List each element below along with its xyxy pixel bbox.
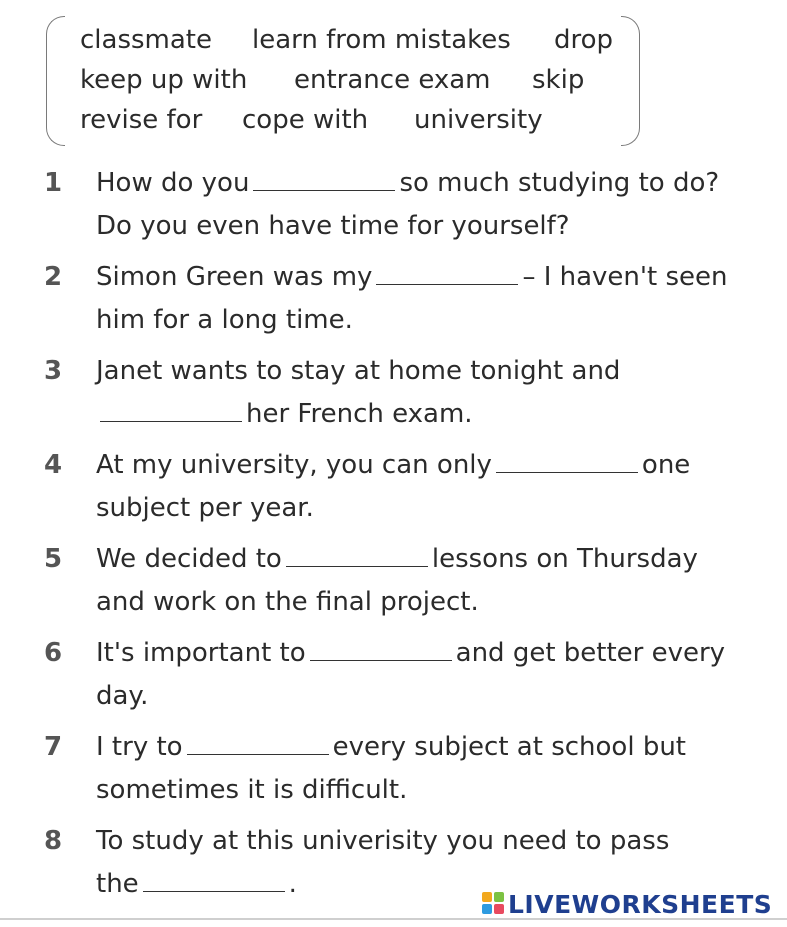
question-text: lessons on Thursday bbox=[431, 544, 698, 574]
question-line bbox=[96, 444, 690, 486]
question-line bbox=[96, 162, 719, 204]
question-line bbox=[96, 863, 297, 905]
question-text: him for a long time. bbox=[96, 305, 353, 335]
question-line bbox=[96, 350, 620, 392]
question-line bbox=[96, 393, 473, 435]
word-option: learn from mistakes bbox=[252, 25, 511, 55]
answer-blank[interactable] bbox=[253, 164, 395, 191]
logo-text: LIVEWORKSHEETS bbox=[508, 889, 773, 919]
answer-blank[interactable] bbox=[143, 865, 285, 892]
word-option: skip bbox=[532, 65, 585, 95]
answer-blank[interactable] bbox=[100, 395, 242, 422]
question-text: the bbox=[96, 869, 139, 899]
question-text: Simon Green was my bbox=[96, 262, 373, 292]
question-text: sometimes it is difficult. bbox=[96, 775, 408, 805]
question-text: and work on the final project. bbox=[96, 587, 479, 617]
question-text: – I haven't seen bbox=[522, 262, 728, 292]
word-box-left-bracket bbox=[46, 16, 65, 146]
question-text: It's important to bbox=[96, 638, 306, 668]
liveworksheets-logo bbox=[482, 888, 772, 920]
question-line bbox=[96, 632, 725, 674]
question-number: 6 bbox=[44, 638, 63, 668]
question-line bbox=[96, 299, 353, 341]
question-text: day. bbox=[96, 681, 149, 711]
word-option: university bbox=[414, 105, 543, 135]
question-line bbox=[96, 726, 686, 768]
question-number: 2 bbox=[44, 262, 63, 292]
question-text: At my university, you can only bbox=[96, 450, 492, 480]
question-text: subject per year. bbox=[96, 493, 314, 523]
question-number: 4 bbox=[44, 450, 63, 480]
word-option: revise for bbox=[80, 105, 203, 135]
question-line bbox=[96, 256, 728, 298]
question-text: every subject at school but bbox=[332, 732, 686, 762]
question-text: Do you even have time for yourself? bbox=[96, 211, 570, 241]
word-box bbox=[46, 16, 640, 144]
question-line bbox=[96, 581, 479, 623]
question-text: I try to bbox=[96, 732, 183, 762]
word-option: classmate bbox=[80, 25, 212, 55]
answer-blank[interactable] bbox=[310, 634, 452, 661]
question-text: Janet wants to stay at home tonight and bbox=[96, 356, 621, 386]
answer-blank[interactable] bbox=[187, 728, 329, 755]
answer-blank[interactable] bbox=[376, 258, 518, 285]
question-number: 1 bbox=[44, 168, 63, 198]
word-option: drop bbox=[554, 25, 614, 55]
question-text: . bbox=[288, 869, 297, 899]
question-line bbox=[96, 769, 407, 811]
answer-blank[interactable] bbox=[496, 446, 638, 473]
answer-blank[interactable] bbox=[286, 540, 428, 567]
question-text: so much studying to do? bbox=[399, 168, 720, 198]
question-line bbox=[96, 538, 698, 580]
question-text: and get better every bbox=[455, 638, 726, 668]
question-line bbox=[96, 675, 148, 717]
question-number: 3 bbox=[44, 356, 63, 386]
question-number: 7 bbox=[44, 732, 63, 762]
word-option: entrance exam bbox=[294, 65, 491, 95]
question-line bbox=[96, 820, 669, 862]
question-line bbox=[96, 205, 570, 247]
word-box-right-bracket bbox=[621, 16, 640, 146]
question-text: her French exam. bbox=[246, 399, 473, 429]
question-number: 8 bbox=[44, 826, 63, 856]
question-text: To study at this univerisity you need to pass bbox=[96, 826, 670, 856]
question-number: 5 bbox=[44, 544, 63, 574]
question-text: one bbox=[641, 450, 691, 480]
question-text: How do you bbox=[96, 168, 250, 198]
question-line bbox=[96, 487, 314, 529]
word-option: cope with bbox=[242, 105, 369, 135]
question-text: We decided to bbox=[96, 544, 282, 574]
liveworksheets-logo-icon bbox=[482, 892, 504, 916]
footer-divider bbox=[0, 918, 787, 920]
word-option: keep up with bbox=[80, 65, 248, 95]
